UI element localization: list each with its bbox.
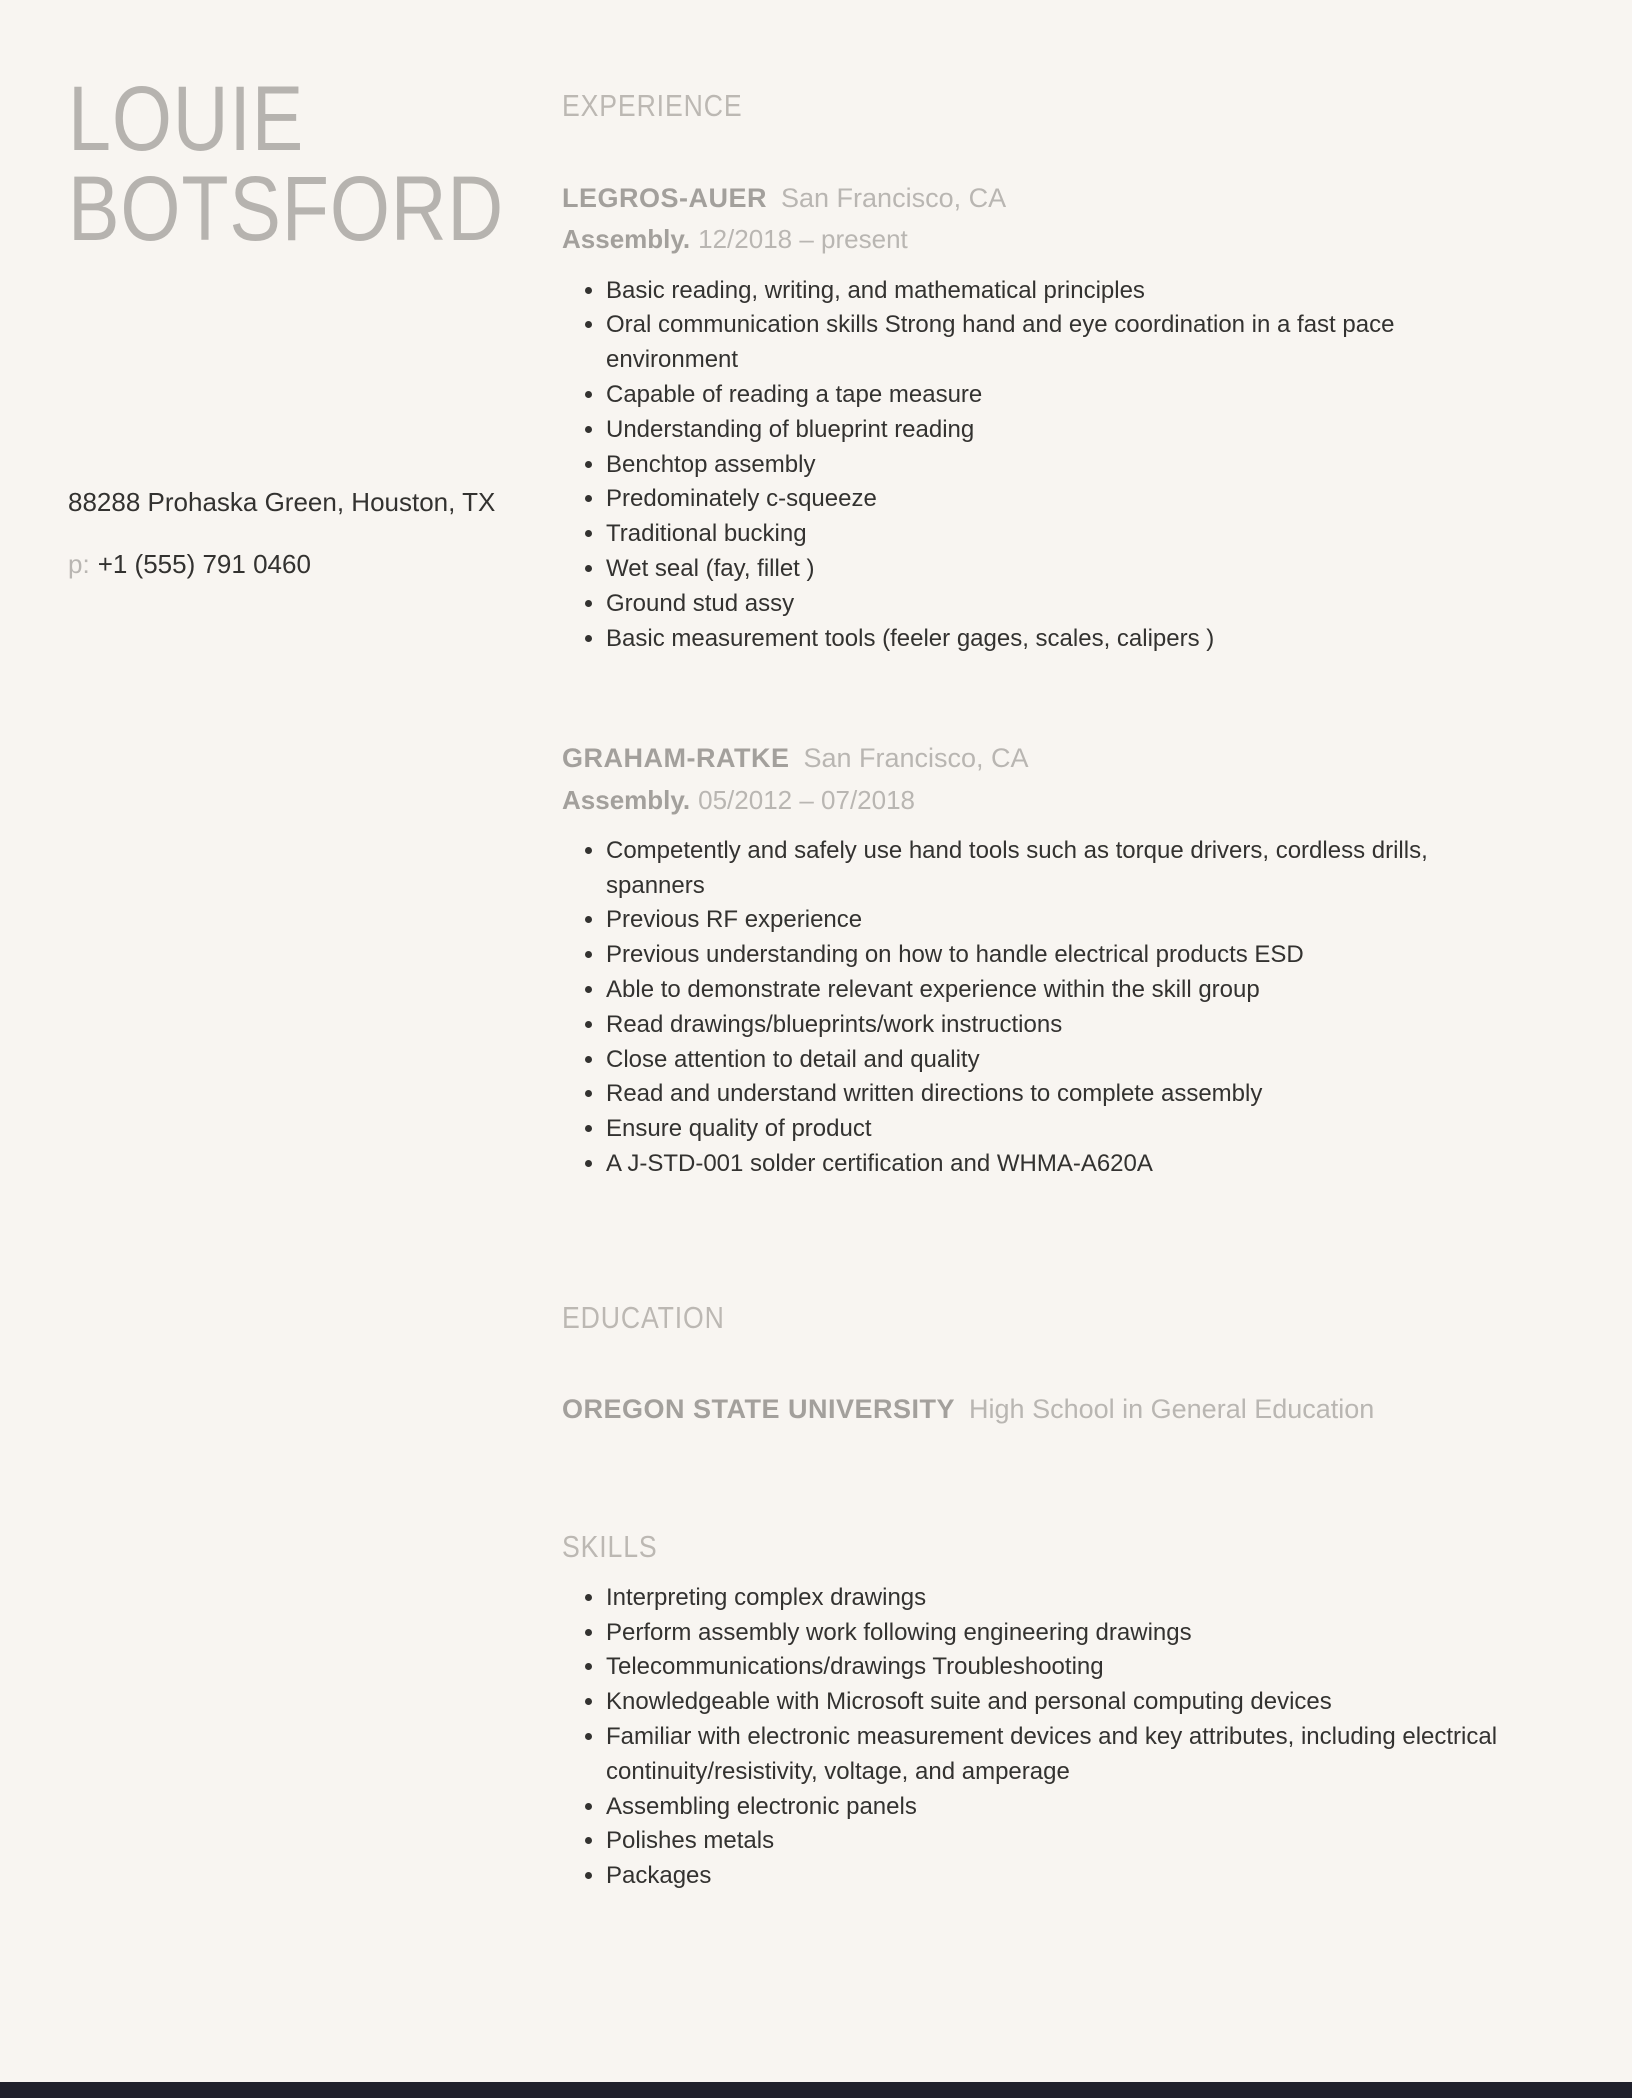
phone-label: p: xyxy=(68,549,90,580)
skill-item: • Interpreting complex drawings xyxy=(606,1581,1512,1616)
bullet-item: • Benchtop assembly xyxy=(606,448,1512,483)
job-role: Assembly. xyxy=(562,224,691,255)
left-column xyxy=(0,0,552,2098)
skill-item: • Assembling electronic panels xyxy=(606,1790,1512,1825)
candidate-name xyxy=(68,68,512,261)
degree: High School in General Education xyxy=(969,1393,1375,1424)
footer-bar xyxy=(0,2082,1632,2098)
bullet-item: • Basic measurement tools (feeler gages, scales, calipers ) xyxy=(606,622,1512,657)
bullet-item: • Capable of reading a tape measure xyxy=(606,378,1512,413)
job-company: GRAHAM-RATKE xyxy=(562,743,790,774)
bullet-item: • A J-STD-001 solder certification and WHMA-A620A xyxy=(606,1147,1512,1182)
skill-item: • Familiar with electronic measurement devices and key attributes, including electrical continuity/resistivity, voltage, and amperage xyxy=(606,1720,1512,1790)
bullet-item: • Oral communication skills Strong hand and eye coordination in a fast pace environment xyxy=(606,308,1512,378)
bullet-item: • Able to demonstrate relevant experience within the skill group xyxy=(606,973,1512,1008)
education-entry xyxy=(562,1394,1572,1425)
skill-item: • Knowledgeable with Microsoft suite and personal computing devices xyxy=(606,1685,1512,1720)
job-dates: 05/2012 – 07/2018 xyxy=(698,784,916,815)
bullet-item: • Close attention to detail and quality xyxy=(606,1043,1512,1078)
skills-section xyxy=(562,1529,1572,1894)
job-bullet-list xyxy=(562,834,1512,1182)
bullet-item: • Competently and safely use hand tools such as torque drivers, cordless drills, spanners xyxy=(606,834,1512,904)
job-header xyxy=(562,180,1572,216)
section-title-skills: SKILLS xyxy=(562,1528,658,1564)
education-section xyxy=(562,1300,1572,1425)
job-role-row xyxy=(562,783,1572,818)
right-column xyxy=(552,0,1632,2098)
skill-item: • Packages xyxy=(606,1859,1512,1894)
bullet-item: • Ground stud assy xyxy=(606,587,1512,622)
job-bullet-list xyxy=(562,274,1512,657)
phone-number: +1 (555) 791 0460 xyxy=(97,549,311,580)
phone-row xyxy=(68,548,512,582)
job-header xyxy=(562,740,1572,776)
skills-list xyxy=(562,1581,1512,1894)
job-role-row xyxy=(562,222,1572,257)
name-line-1: LOUIE xyxy=(68,68,305,170)
bullet-item: • Wet seal (fay, fillet ) xyxy=(606,552,1512,587)
job-entry xyxy=(562,740,1572,1182)
section-title-education: EDUCATION xyxy=(562,1299,725,1335)
bullet-item: • Previous understanding on how to handle electrical products ESD xyxy=(606,938,1512,973)
bullet-item: • Read and understand written directions to complete assembly xyxy=(606,1077,1512,1112)
job-location: San Francisco, CA xyxy=(803,743,1029,774)
bullet-item: • Understanding of blueprint reading xyxy=(606,413,1512,448)
bullet-item: • Basic reading, writing, and mathematical principles xyxy=(606,274,1512,309)
skill-item: • Perform assembly work following engineering drawings xyxy=(606,1616,1512,1651)
skill-item: • Polishes metals xyxy=(606,1824,1512,1859)
address: 88288 Prohaska Green, Houston, TX xyxy=(68,487,496,518)
bullet-item: • Ensure quality of product xyxy=(606,1112,1512,1147)
bullet-item: • Read drawings/blueprints/work instructions xyxy=(606,1008,1512,1043)
bullet-item: • Previous RF experience xyxy=(606,903,1512,938)
bullet-item: • Predominately c-squeeze xyxy=(606,482,1512,517)
section-title-experience: EXPERIENCE xyxy=(562,88,743,123)
job-role: Assembly. xyxy=(562,784,691,815)
school-name: OREGON STATE UNIVERSITY xyxy=(562,1393,956,1424)
name-line-2: BOTSFORD xyxy=(68,158,505,261)
skill-item: • Telecommunications/drawings Troubleshooting xyxy=(606,1650,1512,1685)
contact-block xyxy=(68,486,512,582)
job-location: San Francisco, CA xyxy=(781,183,1007,213)
bullet-item: • Traditional bucking xyxy=(606,517,1512,552)
job-entry xyxy=(562,180,1572,656)
job-dates: 12/2018 – present xyxy=(698,224,908,255)
job-company: LEGROS-AUER xyxy=(562,183,768,213)
